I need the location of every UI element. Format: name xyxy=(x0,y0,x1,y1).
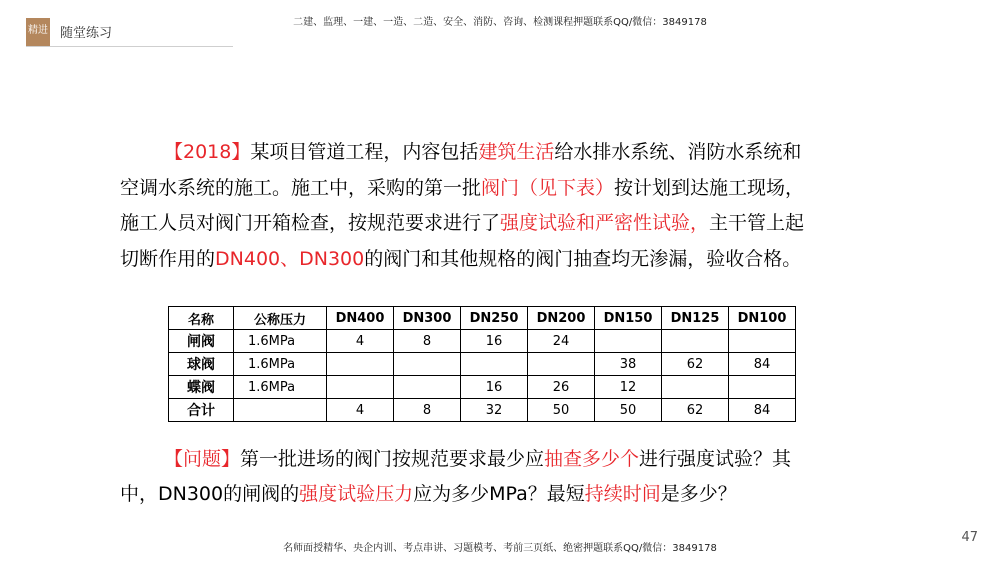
table-cell xyxy=(234,399,327,422)
highlight-pressure: 强度试验压力 xyxy=(299,483,414,505)
highlight-valves: 阀门（见下表） xyxy=(481,176,615,199)
table-cell xyxy=(394,376,461,399)
table-cell: 50 xyxy=(595,399,662,422)
table-header: DN125 xyxy=(662,307,729,330)
table-cell xyxy=(394,353,461,376)
table-cell: 8 xyxy=(394,399,461,422)
table-cell: 1.6MPa xyxy=(234,376,327,399)
stem-text-3: 按计划到达施工现场，施工人员对阀门开箱检查，按规范要求进行了 xyxy=(120,176,805,234)
stem-text-1: 某项目管道工程，内容包括 xyxy=(250,141,479,163)
table-cell: 4 xyxy=(327,330,394,353)
section-title: 随堂练习 xyxy=(60,26,113,41)
question-text-4: 是多少？ xyxy=(660,483,737,505)
table-cell: 24 xyxy=(528,330,595,353)
table-cell xyxy=(528,353,595,376)
table-header: DN100 xyxy=(729,307,796,330)
table-header: DN250 xyxy=(461,307,528,330)
table-cell: 16 xyxy=(461,330,528,353)
table-row xyxy=(169,399,796,422)
table-cell: 合计 xyxy=(169,399,234,422)
table-row xyxy=(169,376,796,399)
table-cell: 8 xyxy=(394,330,461,353)
stem-text-4: 主干管上起切断作用的 xyxy=(120,212,805,270)
year-tag: 【2018】 xyxy=(164,141,251,163)
table-cell: 84 xyxy=(729,399,796,422)
table-cell xyxy=(729,330,796,353)
table-cell: 1.6MPa xyxy=(234,330,327,353)
table-row xyxy=(169,353,796,376)
table-header: 公称压力 xyxy=(234,307,327,330)
table-cell: 16 xyxy=(461,376,528,399)
table-cell: 闸阀 xyxy=(169,330,234,353)
table-cell: 球阀 xyxy=(169,353,234,376)
table-cell: 12 xyxy=(595,376,662,399)
highlight-count: 抽查多少个 xyxy=(544,448,640,470)
table-cell xyxy=(662,330,729,353)
table-cell xyxy=(662,376,729,399)
table-cell xyxy=(327,353,394,376)
top-banner: 二建、监理、一建、一造、二造、安全、消防、咨询、检测课程押题联系QQ/微信：3849178 xyxy=(293,17,707,28)
table-cell: 50 xyxy=(528,399,595,422)
table-header: DN300 xyxy=(394,307,461,330)
question-tag: 【问题】 xyxy=(164,448,241,470)
brand-badge: 精进 xyxy=(26,18,50,44)
highlight-tests: 强度试验和严密性试验， xyxy=(500,212,710,234)
table-cell: 1.6MPa xyxy=(234,353,327,376)
table-cell: 38 xyxy=(595,353,662,376)
table-cell xyxy=(729,376,796,399)
question-text xyxy=(120,442,820,512)
bottom-banner: 名师面授精华、央企内训、考点串讲、习题模考、考前三页纸、绝密押题联系QQ/微信：3849178 xyxy=(283,543,717,554)
stem-text-5: 的阀门和其他规格的阀门抽查均无渗漏，验收合格。 xyxy=(364,247,802,270)
table-cell: 84 xyxy=(729,353,796,376)
question-text-1: 第一批进场的阀门按规范要求最少应 xyxy=(240,448,545,470)
question-stem xyxy=(120,135,820,277)
question-text-3: 应为多少MPa？最短 xyxy=(413,483,585,505)
table-cell xyxy=(327,376,394,399)
table-cell: 26 xyxy=(528,376,595,399)
table-cell: 62 xyxy=(662,353,729,376)
table-row xyxy=(169,330,796,353)
table-cell xyxy=(461,353,528,376)
table-header: DN150 xyxy=(595,307,662,330)
header-divider xyxy=(26,46,233,47)
question-text-2: 进行强度试验？其中，DN300的闸阀的 xyxy=(120,448,792,505)
table-cell: 蝶阀 xyxy=(169,376,234,399)
highlight-duration: 持续时间 xyxy=(584,483,661,505)
highlight-building: 建筑生活 xyxy=(478,141,555,163)
table-cell: 62 xyxy=(662,399,729,422)
valve-table xyxy=(168,306,796,422)
table-cell xyxy=(595,330,662,353)
table-cell: 32 xyxy=(461,399,528,422)
table-header-row xyxy=(169,307,796,330)
page-number: 47 xyxy=(961,530,978,545)
highlight-dn: DN400、DN300 xyxy=(215,247,365,270)
table-cell: 4 xyxy=(327,399,394,422)
table-header: DN200 xyxy=(528,307,595,330)
stem-text-2: 给水排水系统、消防水系统和空调水系统的施工。施工中，采购的第一批 xyxy=(120,141,802,199)
table-header: DN400 xyxy=(327,307,394,330)
table-header: 名称 xyxy=(169,307,234,330)
